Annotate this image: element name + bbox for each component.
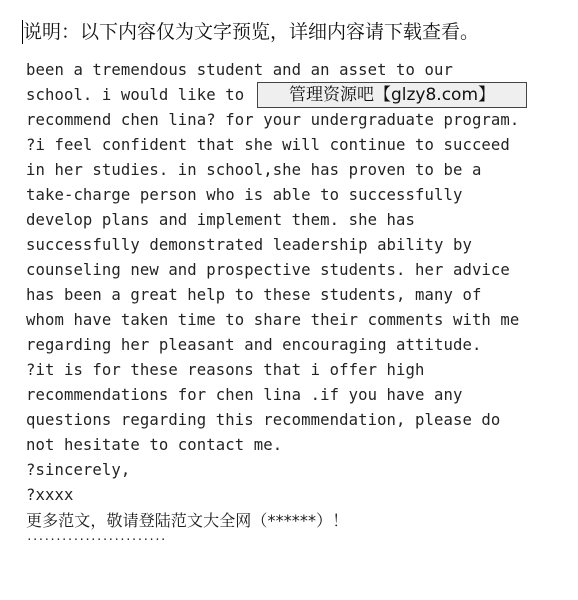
dotted-separator: ························ [26, 533, 166, 546]
text-line: take-charge person who is able to successfully [26, 186, 463, 204]
preview-notice: 说明：以下内容仅为文字预览，详细内容请下载查看。 [23, 21, 480, 43]
text-line: in her studies. in school,she has proven to be a [26, 161, 482, 179]
text-line: ?sincerely, [26, 461, 131, 479]
text-line: school. i would like to [26, 86, 245, 104]
text-line: been a tremendous student and an asset to our [26, 61, 453, 79]
text-line: ?it is for these reasons that i offer high [26, 361, 425, 379]
text-line: regarding her pleasant and encouraging attitude. [26, 336, 482, 354]
text-line: successfully demonstrated leadership ability by [26, 236, 472, 254]
text-line: develop plans and implement them. she has [26, 211, 416, 229]
text-line: recommendations for chen lina .if you have any [26, 386, 463, 404]
text-line: counseling new and prospective students. her advice [26, 261, 510, 279]
text-line: has been a great help to these students, many of [26, 286, 482, 304]
text-line: questions regarding this recommendation, please do [26, 411, 501, 429]
footer-line: 更多范文，敬请登陆范文大全网（******）！ [26, 511, 349, 530]
text-line: ?i feel confident that she will continue to succeed [26, 136, 510, 154]
text-line: not hesitate to contact me. [26, 436, 283, 454]
document-body [26, 58, 566, 553]
watermark-banner: 管理资源吧【glzy8.com】 [257, 82, 527, 108]
text-line: whom have taken time to share their comments with me [26, 311, 520, 329]
text-line: recommend chen lina? for your undergraduate program. [26, 111, 520, 129]
text-line: ?xxxx [26, 486, 74, 504]
